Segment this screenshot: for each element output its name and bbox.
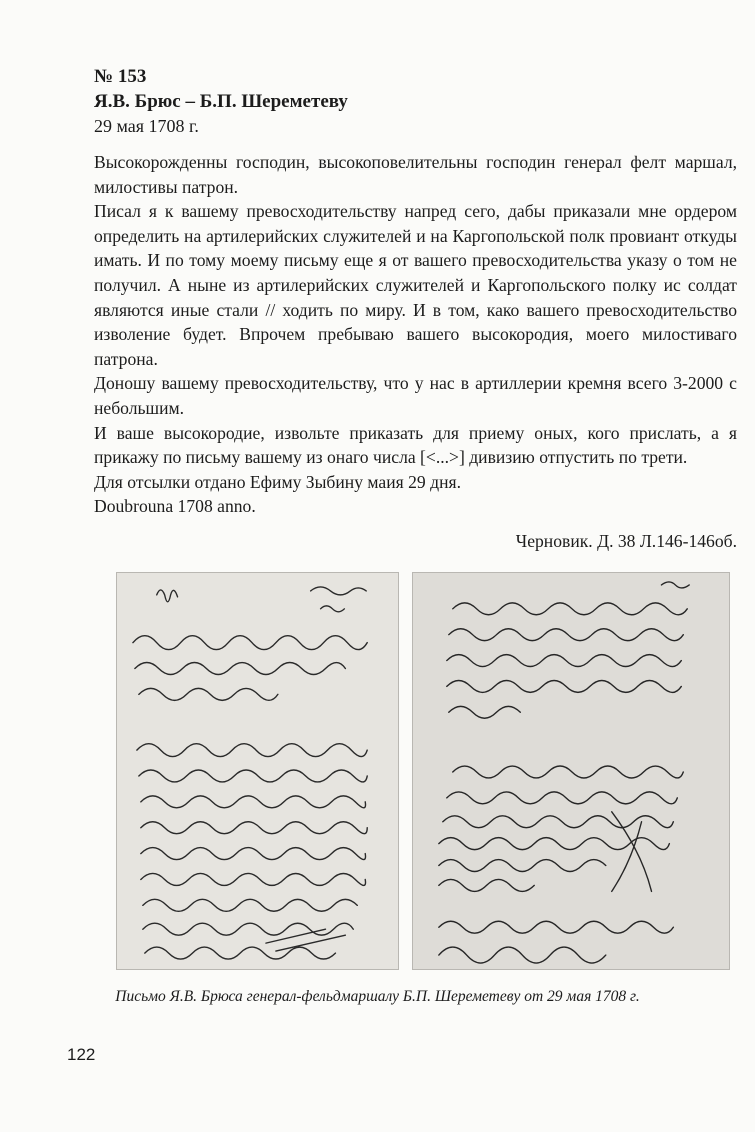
document-heading: Я.В. Брюс – Б.П. Шереметеву <box>94 91 348 112</box>
page-number: 122 <box>67 1045 96 1064</box>
manuscript-scan-left <box>116 572 399 970</box>
document-number: № 153 <box>94 66 147 87</box>
handwriting-image-left <box>117 573 398 969</box>
archive-reference: Черновик. Д. 38 Л.146-146об. <box>515 531 737 551</box>
paragraph-salutation: Высокорожденны господин, высокоповелительны господин генерал фелт маршал, милостивы патрон. <box>94 152 737 197</box>
paragraph-flint: Доношу вашему превосходительству, что у нас в артиллерии кремня всего 3-2000 с небольшим. <box>94 373 737 418</box>
document-date: 29 мая 1708 г. <box>94 116 199 136</box>
paragraph-order: И ваше высокородие, извольте приказать для приему оных, кого прислать, а я прикажу по письму вашему из онаго числа [<...>] дивизию отпустить по трети. <box>94 422 737 468</box>
paragraph-request: Писал я к вашему превосходительству напред сего, дабы приказали мне ордером определить на артилерийских служителей и на Каргопольской полк провиант откуды имать. И по тому моему письму еще я от вашего превосходительства указу о том не получил. А ныне из артилерийских служителей и Каргопольского полку ис солдат являются иные стали // ходить по миру. И в том, како вашего превосходительство изволение будет. Впрочем пребываю вашего высокородия, моего милостиваго патрона. <box>94 201 737 369</box>
paragraph-place-date: Doubrouna 1708 anno. <box>94 496 256 517</box>
letter-body <box>94 150 737 519</box>
handwriting-image-right <box>413 573 729 969</box>
figure-caption: Письмо Я.В. Брюса генерал-фельдмаршалу Б.П. Шереметеву от 29 мая 1708 г. <box>115 988 640 1005</box>
paragraph-dispatch: Для отсылки отдано Ефиму Зыбину маия 29 дня. <box>94 471 461 492</box>
manuscript-scan-right <box>412 572 730 970</box>
